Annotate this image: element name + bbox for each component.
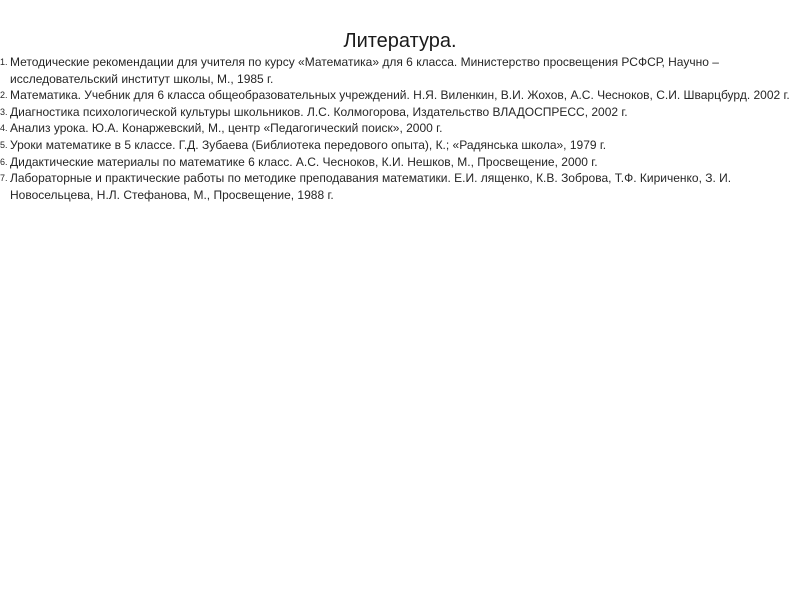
reference-item — [0, 154, 796, 171]
reference-number: 1. — [0, 57, 8, 67]
reference-number: 6. — [0, 156, 8, 167]
reference-item — [0, 54, 796, 87]
reference-number: 4. — [0, 123, 8, 134]
reference-number: 7. — [0, 173, 8, 184]
reference-item — [0, 170, 796, 203]
reference-text: Лабораторные и практические работы по методике преподавания математики. Е.И. лященко, К.В. Зоброва, Т.Ф. Кириченко, З. И. Новосельцева, Н.Л. Стефанова, М., Просвещение, 1988 г. — [10, 171, 732, 202]
reference-item — [0, 104, 796, 121]
slide-title: Литература. — [343, 30, 457, 52]
reference-number: 2. — [0, 90, 8, 101]
reference-text: Математика. Учебник для 6 класса общеобразовательных учреждений. Н.Я. Виленкин, В.И. Жохов, А.С. Чесноков, С.И. Шварцбурд. 2002 г. — [10, 88, 790, 103]
reference-number: 5. — [0, 139, 8, 150]
reference-text: Дидактические материалы по математике 6 класс. А.С. Чесноков, К.И. Нешков, М., Просвещение, 2000 г. — [10, 154, 598, 169]
reference-item — [0, 120, 796, 137]
reference-text: Уроки математике в 5 классе. Г.Д. Зубаева (Библиотека передового опыта), К.; «Радянська школа», 1979 г. — [10, 137, 607, 152]
reference-item — [0, 87, 796, 104]
reference-item — [0, 137, 796, 154]
reference-number: 3. — [0, 106, 8, 117]
reference-text: Анализ урока. Ю.А. Конаржевский, М., центр «Педагогический поиск», 2000 г. — [10, 121, 443, 136]
reference-text: Диагностика психологической культуры школьников. Л.С. Колмогорова, Издательство ВЛАДОСПРЕСС, 2002 г. — [10, 104, 628, 119]
reference-list — [0, 54, 796, 203]
reference-text: Методические рекомендации для учителя по курсу «Математика» для 6 класса. Министерство просвещения РСФСР, Научно – исследовательский институт школы, М., 1985 г. — [10, 55, 719, 86]
